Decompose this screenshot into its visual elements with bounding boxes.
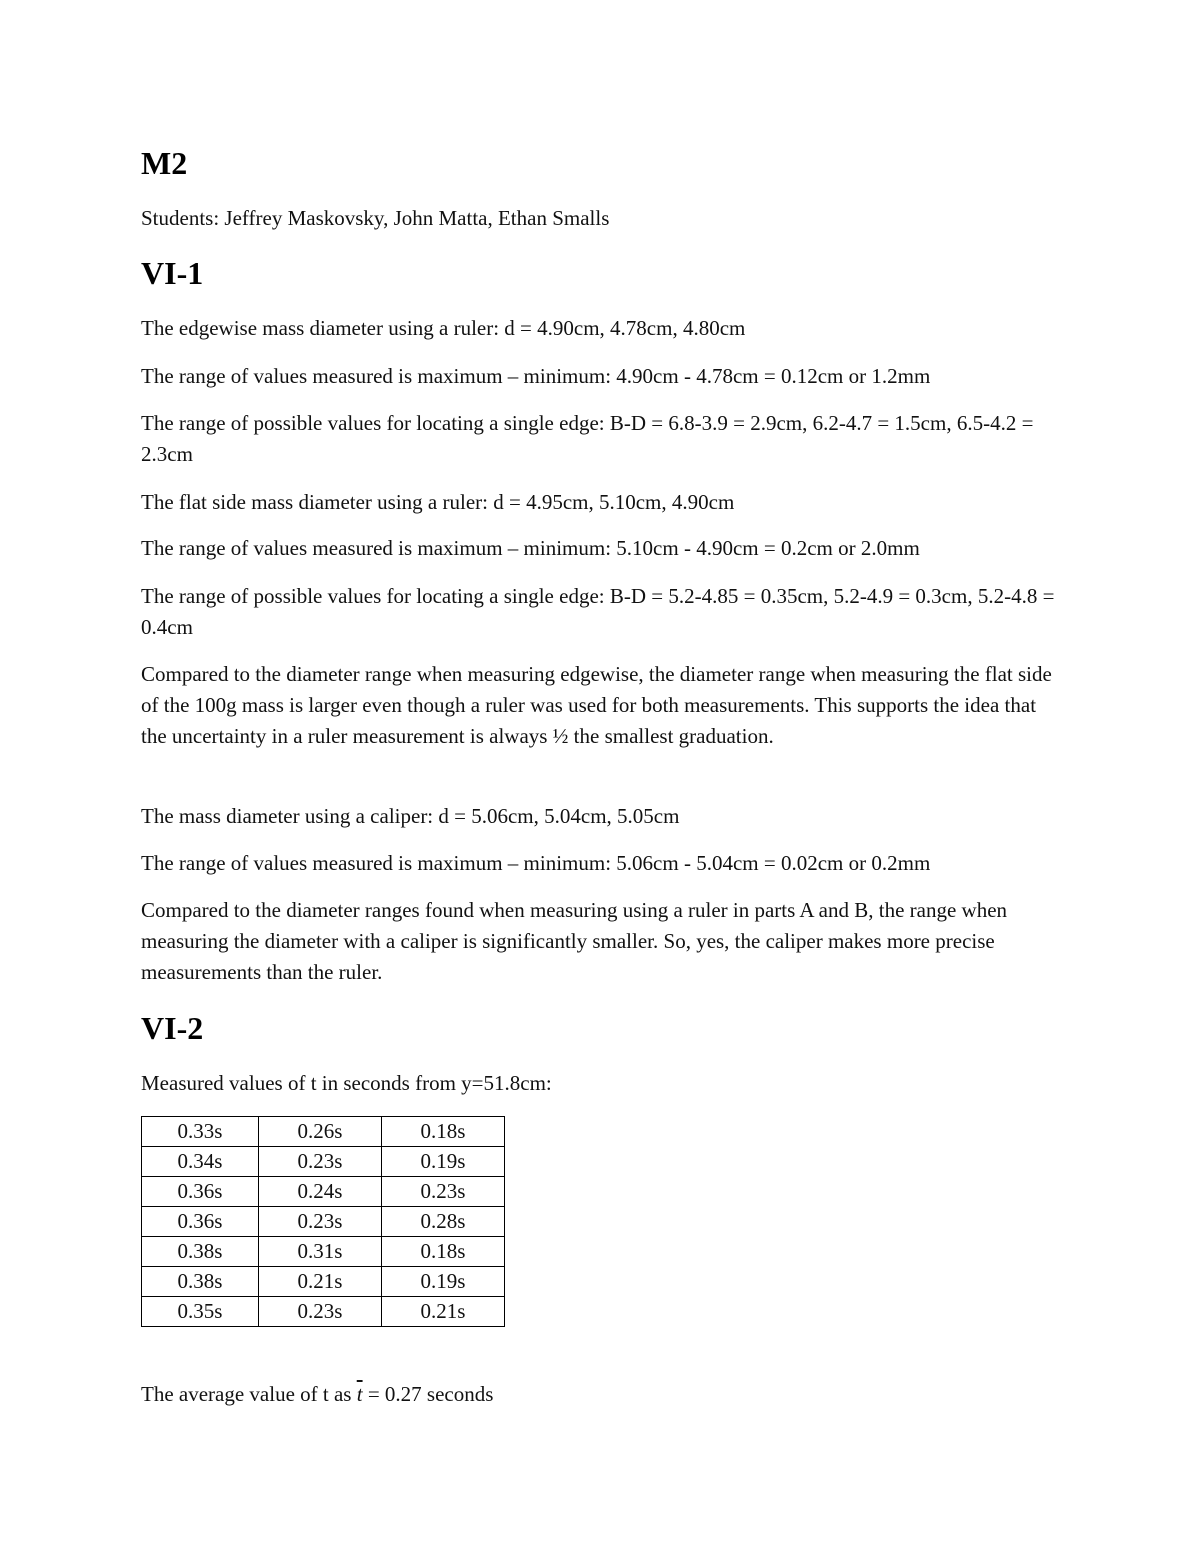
table-cell: 0.24s [259, 1177, 382, 1207]
table-cell: 0.36s [142, 1207, 259, 1237]
table-cell: 0.38s [142, 1267, 259, 1297]
table-cell: 0.18s [382, 1117, 505, 1147]
table-row [142, 1177, 505, 1207]
table-row [142, 1297, 505, 1327]
table-cell: 0.34s [142, 1147, 259, 1177]
paragraph-ruler-comparison: Compared to the diameter range when measuring edgewise, the diameter range when measuring the flat side of the 100g mass is larger even though a ruler was used for both measurements. This supports the idea that the uncertainty in a ruler measurement is always ½ the smallest graduation. [141, 662, 1052, 748]
table-cell: 0.36s [142, 1177, 259, 1207]
paragraph-flat-diameter: The flat side mass diameter using a ruler: d = 4.95cm, 5.10cm, 4.90cm [141, 490, 735, 514]
table-row [142, 1207, 505, 1237]
table-cell: 0.33s [142, 1117, 259, 1147]
section-heading-vi-2: VI-2 [141, 1010, 204, 1046]
table-cell: 0.23s [259, 1147, 382, 1177]
table-row [142, 1147, 505, 1177]
average-prefix: The average value of t as [141, 1382, 352, 1406]
table-cell: 0.35s [142, 1297, 259, 1327]
paragraph-caliper-diameter: The mass diameter using a caliper: d = 5.06cm, 5.04cm, 5.05cm [141, 804, 680, 828]
table-cell: 0.26s [259, 1117, 382, 1147]
t-bar-symbol: $\overline{t}$ [356, 1382, 363, 1406]
table-row [142, 1237, 505, 1267]
paragraph-edgewise-range: The range of values measured is maximum – minimum: 4.90cm - 4.78cm = 0.12cm or 1.2mm [141, 364, 931, 388]
paragraph-edgewise-edge-range: The range of possible values for locating a single edge: B-D = 6.8-3.9 = 2.9cm, 6.2-4.7 = 1.5cm, 6.5-4.2 = 2.3cm [141, 411, 1034, 466]
section-heading-vi-1: VI-1 [141, 255, 204, 291]
paragraph-caliper-range: The range of values measured is maximum – minimum: 5.06cm - 5.04cm = 0.02cm or 0.2mm [141, 851, 931, 875]
table-cell: 0.38s [142, 1237, 259, 1267]
table-cell: 0.31s [259, 1237, 382, 1267]
paragraph-flat-edge-range: The range of possible values for locating a single edge: B-D = 5.2-4.85 = 0.35cm, 5.2-4.9 = 0.3cm, 5.2-4.8 = 0.4cm [141, 584, 1055, 639]
table-cell: 0.19s [382, 1147, 505, 1177]
table-cell: 0.23s [382, 1177, 505, 1207]
paragraph-edgewise-diameter: The edgewise mass diameter using a ruler: d = 4.90cm, 4.78cm, 4.80cm [141, 316, 746, 340]
table-cell: 0.28s [382, 1207, 505, 1237]
table-cell: 0.23s [259, 1297, 382, 1327]
table-row [142, 1117, 505, 1147]
time-measurements-table [141, 1116, 505, 1327]
table-cell: 0.23s [259, 1207, 382, 1237]
table-cell: 0.21s [259, 1267, 382, 1297]
paragraph-caliper-comparison: Compared to the diameter ranges found when measuring using a ruler in parts A and B, the range when measuring the diameter with a caliper is significantly smaller. So, yes, the caliper makes more precise measurements than the ruler. [141, 898, 1008, 984]
table-row [142, 1267, 505, 1297]
table-cell: 0.18s [382, 1237, 505, 1267]
document-title: M2 [141, 145, 188, 181]
table-cell: 0.19s [382, 1267, 505, 1297]
table-cell: 0.21s [382, 1297, 505, 1327]
paragraph-measured-intro: Measured values of t in seconds from y=51.8cm: [141, 1071, 552, 1095]
paragraph-average-t [141, 1379, 1066, 1410]
average-suffix: = 0.27 seconds [367, 1382, 494, 1406]
students-line: Students: Jeffrey Maskovsky, John Matta, Ethan Smalls [141, 206, 610, 230]
paragraph-flat-range: The range of values measured is maximum – minimum: 5.10cm - 4.90cm = 0.2cm or 2.0mm [141, 536, 920, 560]
